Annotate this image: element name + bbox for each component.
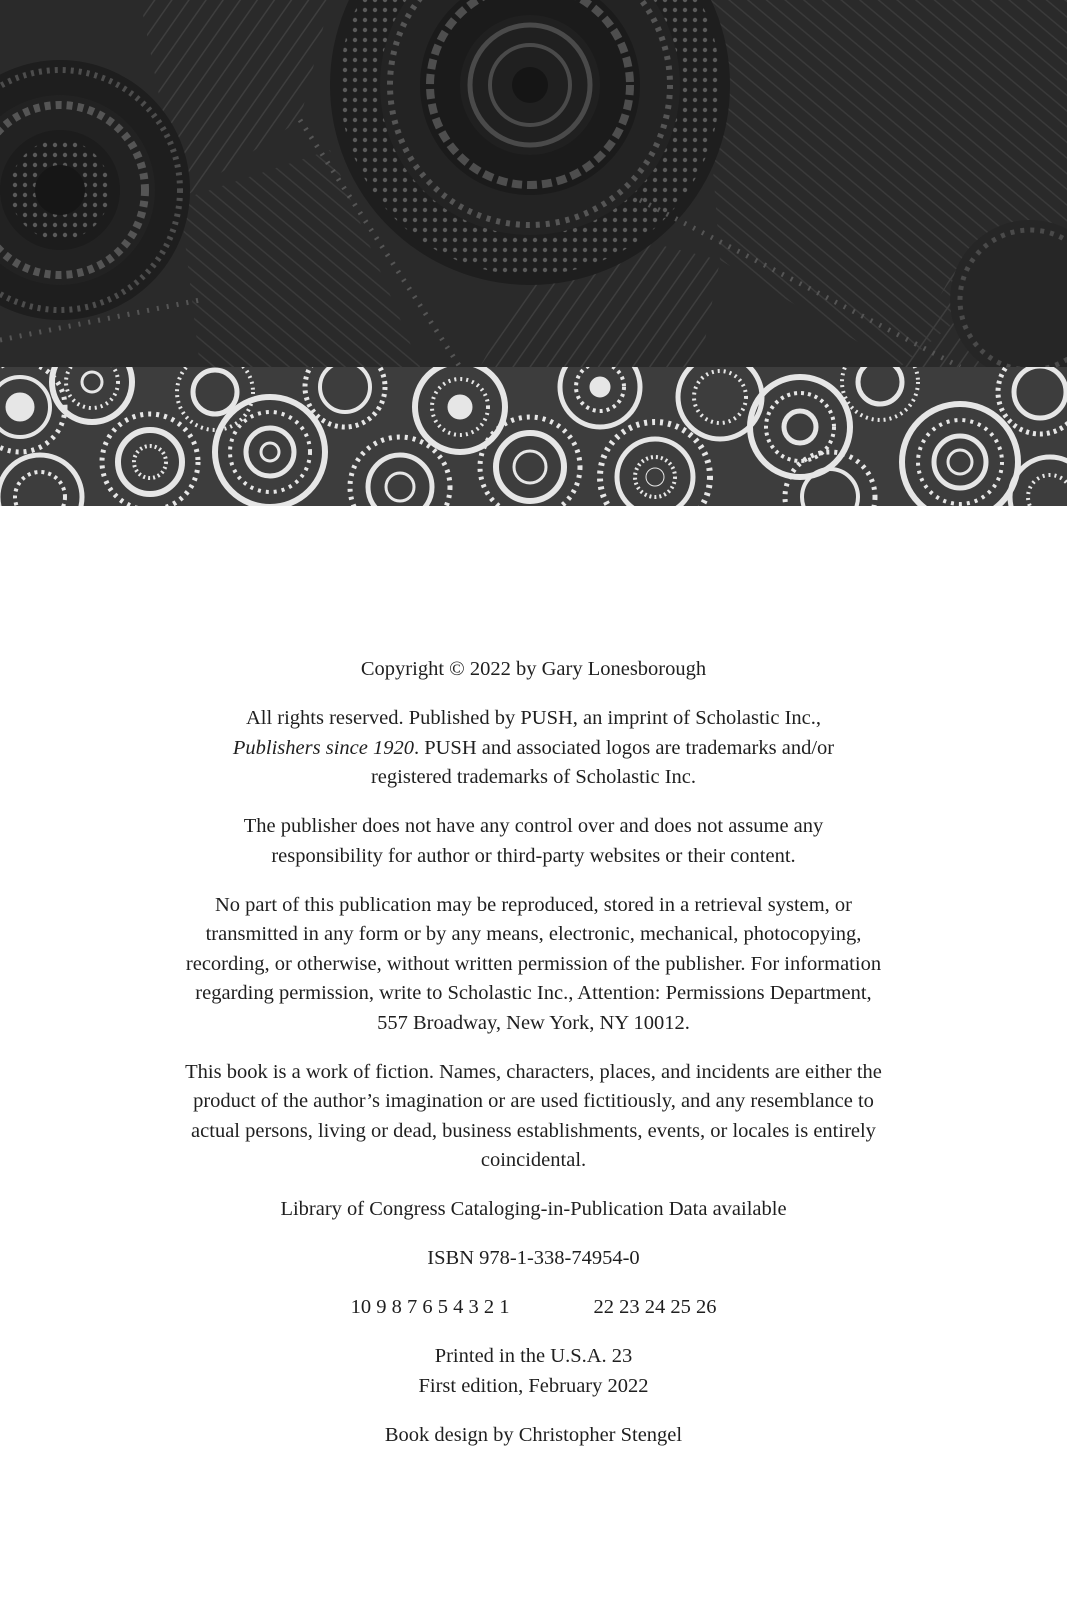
design-credit: Book design by Christopher Stengel	[384, 1423, 683, 1446]
reproduction-rights: No part of this publication may be reproduced, stored in a retrieval system, or transmitted in any form or by any means, electronic, mechanical, photocopying, recording, or otherwise, without written permission of the publisher. For information regarding permission, write to Scholastic Inc., Attention: Permissions Department, 557 Broadway, New York, NY 10012.	[185, 893, 882, 1034]
isbn: ISBN 978-1-338-74954-0	[427, 1247, 640, 1269]
printing-info	[0, 1342, 1067, 1401]
website-disclaimer: The publisher does not have any control over and does not assume any responsibility for author or third-party websites or their content.	[243, 815, 824, 867]
publisher-tagline: Publishers since 1920	[232, 736, 414, 759]
cip-notice: Library of Congress Cataloging-in-Publication Data available	[280, 1198, 787, 1220]
printed-in: Printed in the U.S.A. 23	[434, 1345, 633, 1367]
printing-numbers: 10 9 8 7 6 5 4 3 2 1	[350, 1296, 510, 1318]
publisher-notice-part-1: All rights reserved. Published by PUSH, an imprint of Scholastic Inc.,	[245, 707, 822, 729]
edition: First edition, February 2022	[418, 1374, 649, 1397]
printing-line	[0, 1293, 1067, 1323]
publisher-notice	[214, 704, 854, 793]
year-numbers: 22 23 24 25 26	[593, 1296, 717, 1318]
copyright-page-text	[0, 655, 1067, 1470]
fiction-disclaimer: This book is a work of fiction. Names, characters, places, and incidents are either the product of the author’s imagination or are used fictitiously, and any resemblance to actual persons, living or dead, business establishments, events, or locales is entirely coincidental.	[185, 1060, 882, 1171]
publisher-notice-part-2: . PUSH and associated logos are trademarks and/or registered trademarks of Scholastic Inc.	[370, 736, 835, 788]
copyright-line: Copyright © 2022 by Gary Lonesborough	[360, 658, 707, 680]
decorative-circle-band	[0, 367, 1067, 506]
decorative-header-pattern	[0, 0, 1067, 367]
